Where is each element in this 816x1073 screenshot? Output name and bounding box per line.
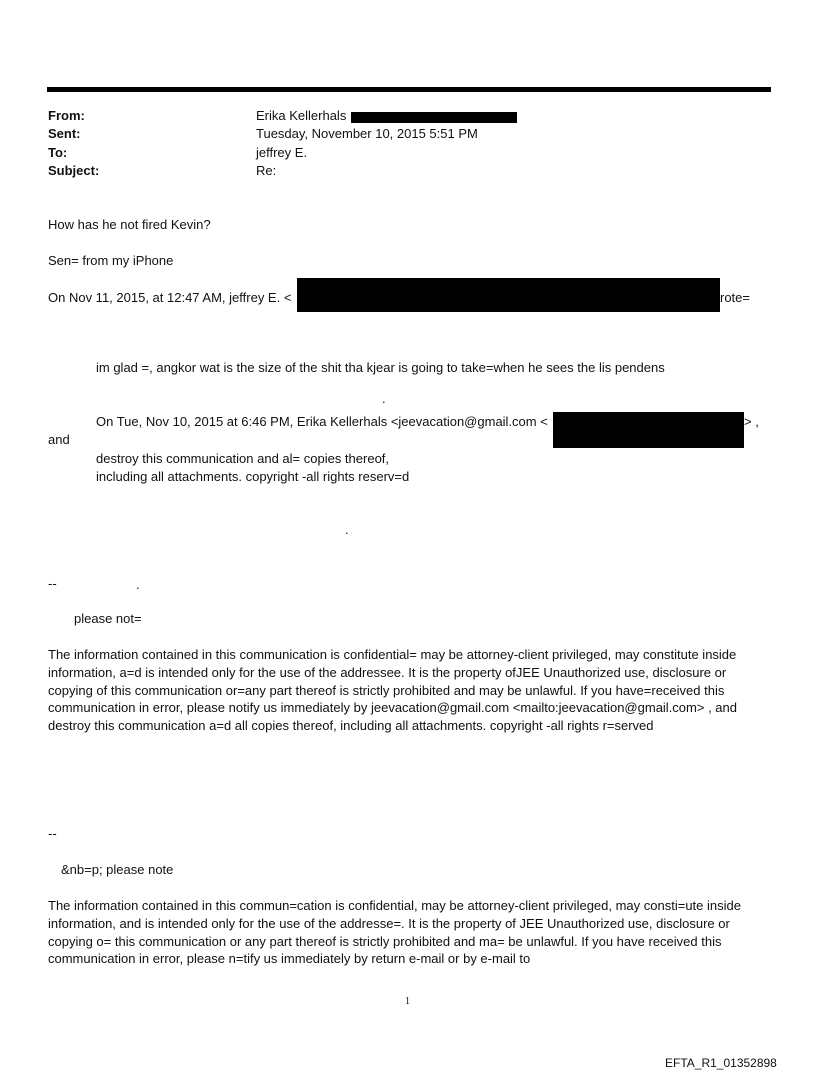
subject-value: Re: [256,163,277,178]
document-id: EFTA_R1_01352898 [665,1056,777,1070]
quote-intro-suffix: rote= [720,290,750,305]
nested-intro-tail: > , [744,414,759,429]
nested-intro: On Tue, Nov 10, 2015 at 6:46 PM, Erika Kellerhals <jeevacation@gmail.com < [96,414,548,429]
destroy-line-2: including all attachments. copyright -all rights reserv=d [96,469,410,484]
page-number: 1 [405,996,410,1007]
from-label: From: [48,108,85,123]
destroy-line-1: destroy this communication and al= copies thereof, [96,451,390,466]
body-line-2: Sen= from my iPhone [48,253,174,268]
disclaimer-2: The information contained in this commun=cation is confidential, may be attorney-client privileged, may consti=ute inside information, and is intended only for the use of the addresse=. It is the property of JEE Unauthorized use, disclosure or copying o= this communication or any part thereof is strictly prohibited and ma= be unlawful. If you have received this communication in error, please n=tify us immediately by return e-mail or by e-mail to [48,898,741,967]
separator-1: -- [48,576,57,591]
subject-label: Subject: [48,163,100,178]
stray-mark: . [136,577,140,592]
disclaimer-1: The information contained in this communication is confidential= may be attorney-client privileged, may constitute inside information, a=d is intended only for the use of the addressee. It is the property ofJEE Unauthorized use, disclosure or copying of this communication or=any part thereof is strictly prohibited and may be unlawful. If you have=received this communication in error, please notify us immediately by jeevacation@gmail.com <mailto:jeevacation@gmail.com> , and destroy this communication a=d all copies thereof, including all attachments. copyright -all rights r=served [48,647,737,734]
sent-value: Tuesday, November 10, 2015 5:51 PM [256,126,478,141]
body-line-1: How has he not fired Kevin? [48,217,211,232]
separator-2: -- [48,826,57,841]
stray-mark: . [382,391,386,406]
header-rule [47,87,771,92]
stray-mark: . [345,522,349,537]
from-value: Erika Kellerhals [256,108,347,123]
redaction-from-email [351,112,517,123]
please-note-1: please not= [74,611,142,626]
please-note-2: &nb=p; please note [61,862,174,877]
redaction-quote-email [297,278,720,312]
to-label: To: [48,145,68,160]
to-value: jeffrey E. [256,145,308,160]
redaction-nested-email [553,412,744,448]
and-word: and [48,432,70,447]
reply-line: im glad =, angkor wat is the size of the shit tha kjear is going to take=when he sees the lis pendens [96,360,665,375]
sent-label: Sent: [48,126,81,141]
quote-intro: On Nov 11, 2015, at 12:47 AM, jeffrey E. < [48,290,292,305]
